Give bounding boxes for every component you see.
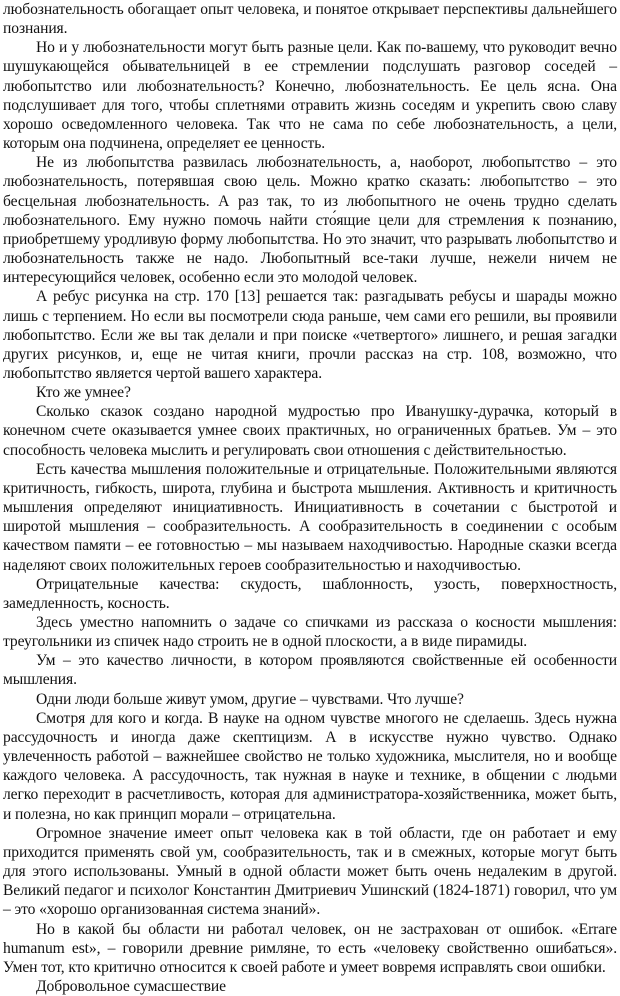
paragraph: Сколько сказок создано народной мудростью про Иванушку-дурачка, который в конечном счете оказывается умнее своих практичных, но ограниченных братьев. Ум – это способность человека мыслить и регулировать свои отношения с действительностью. [3, 403, 617, 459]
paragraph: Здесь уместно напомнить о задаче со спичками из рассказа о косности мышления: треугольники из спичек надо строить не в одной плоскости, а в виде пирамиды. [3, 614, 617, 651]
paragraph-question: Одни люди больше живут умом, другие – чувствами. Что лучше? [36, 690, 464, 708]
section-question: Кто же умнее? [36, 384, 131, 402]
paragraph: Отрицательные качества: скудость, шаблонность, узость, поверхностность, замедленность, косность. [3, 575, 617, 612]
section-heading: Добровольное сумасшествие [36, 977, 226, 995]
paragraph: Огромное значение имеет опыт человека как в той области, где он работает и ему приходится применять свой ум, сообразительность, так и в смежных, которые могут быть для этого использованы. Умный в одной области может быть очень недалеким в другой. Великий педагог и психолог Константин Дмитриевич Ушинский (1824-1871) говорил, что ум – это «хорошо организованная система знаний». [3, 824, 617, 919]
paragraph: А ребус рисунка на стр. 170 [13] решается так: разгадывать ребусы и шарады можно лишь с терпением. Но если вы посмотрели сюда раньше, чем сами его решили, вы проявили любопытство. Если же вы так делали и при поиске «четвертого» лишнего, и решая загадки других рисунков, и, еще не читая книги, прочли рассказ на стр. 108, возможно, что любопытство является чертой вашего характера. [3, 288, 617, 382]
paragraph: Ум – это качество личности, в котором проявляются свойственные ей особенности мышления. [3, 652, 617, 689]
paragraph-continuation: любознательность обогащает опыт человека, и понятое открывает перспективы дальнейшего познания. [3, 1, 617, 38]
paragraph: Не из любопытства развилась любознательность, а, наоборот, любопытство – это любознательность, потерявшая свою цель. Можно кратко сказать: любопытство – это бесцельная любознательность. А раз так, то из любопытного не очень трудно сделать любознательного. Ему нужно помочь найти сто́ящие цели для стремления к познанию, приобретшему уродливую форму любопытства. Но это значит, что разрывать любопытство и любознательность также не надо. Любопытный все-таки лучше, нежели ничем не интересующийся человек, особенно если это молодой человек. [3, 154, 617, 287]
paragraph: Есть качества мышления положительные и отрицательные. Положительными являются критичность, гибкость, широта, глубина и быстрота мышления. Активность и критичность мышления определяют инициативность. Инициативность в сочетании с быстротой и широтой мышления – сообразительность. А сообразительность в соединении с особым качеством памяти – ее готовностью – мы называем находчивостью. Народные сказки всегда наделяют своих положительных героев сообразительностью и находчивостью. [3, 460, 617, 574]
paragraph: Но в какой бы области ни работал человек, он не застрахован от ошибок. «Errare humanum est», – говорили древние римляне, то есть «человеку свойственно ошибаться». Умен тот, кто критично относится к своей работе и умеет вовремя исправлять свои ошибки. [3, 920, 617, 976]
paragraph: Но и у любознательности могут быть разные цели. Как по-вашему, что руководит вечно шушукающейся обывательницей в ее стремлении подслушать разговор соседей – любопытство или любознательность? Конечно, любознательность. Ее цель ясна. Она подслушивает для того, чтобы сплетнями отравить жизнь соседям и укрепить свою славу хорошо осведомленного человека. Так что не сама по себе любознательность, а цели, которым она подчинена, определяет ее ценность. [3, 39, 617, 153]
paragraph: Смотря для кого и когда. В науке на одном чувстве многого не сделаешь. Здесь нужна рассудочность и иногда даже скептицизм. А в искусстве нужно чувство. Однако увлеченность работой – важнейшее свойство не только художника, мыслителя, но и вообще каждого человека. А рассудочность, так нужная в науке и технике, в общении с людьми легко переходит в расчетливость, которая для администратора-хозяйственника, может быть, и полезна, но как принцип морали – отрицательна. [3, 709, 617, 823]
